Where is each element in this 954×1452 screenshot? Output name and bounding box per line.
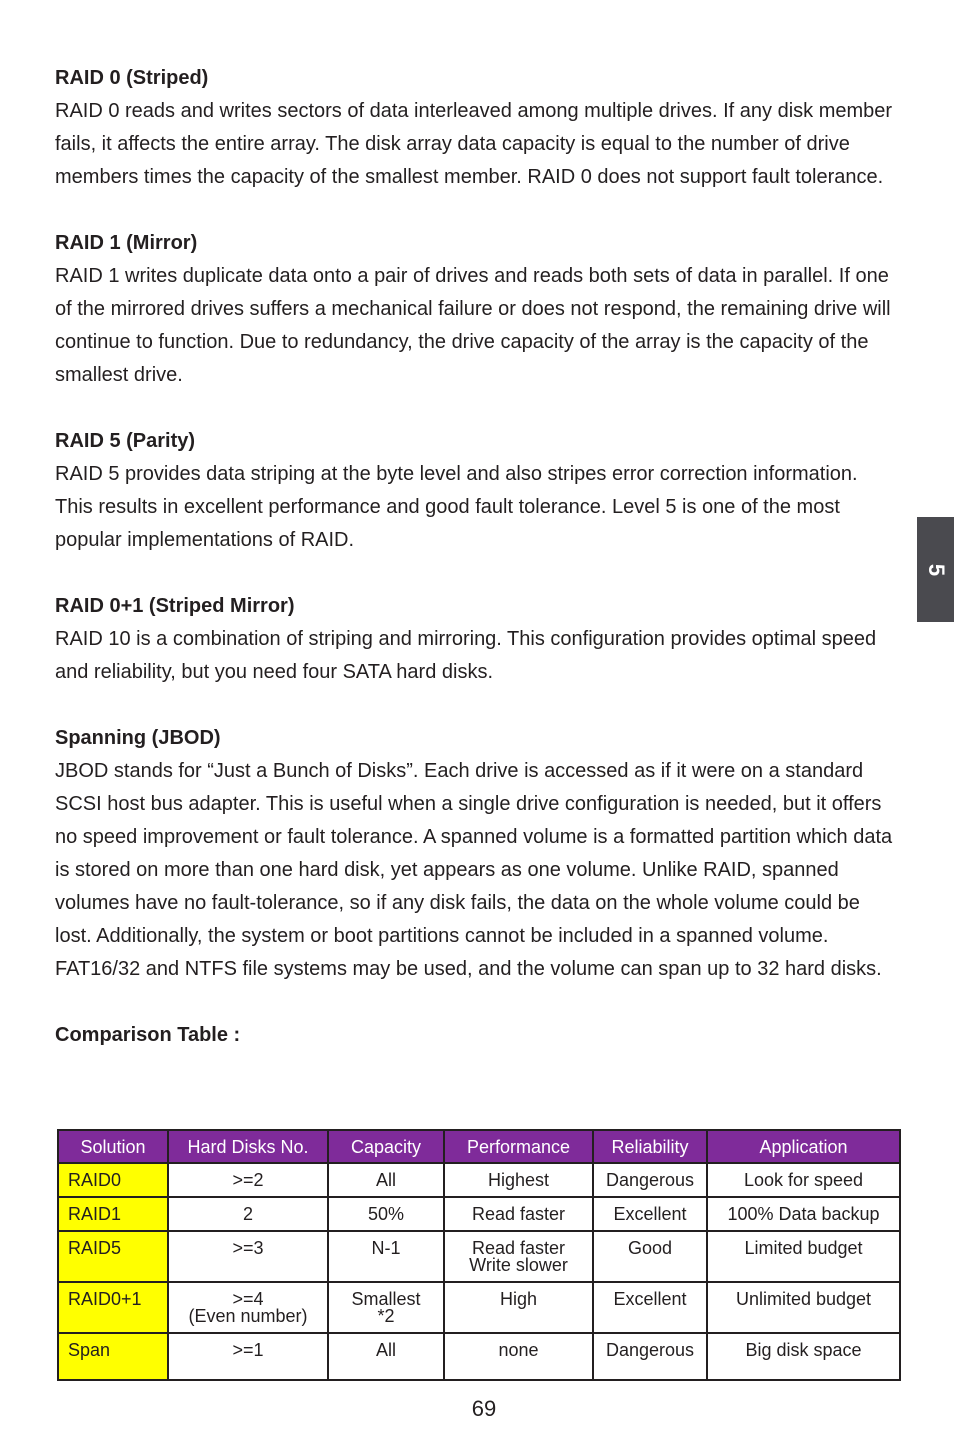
cell-line: >=4 [232, 1289, 264, 1309]
cell-capacity: N-1 [328, 1231, 444, 1282]
cell-solution: RAID0 [58, 1163, 168, 1197]
cell-line: Read faster [471, 1238, 566, 1258]
section-heading: Spanning (JBOD) [55, 727, 221, 749]
table-row [58, 1282, 900, 1333]
cell-line: *2 [377, 1306, 395, 1326]
cell-hard-disks [168, 1282, 328, 1333]
table-header-row [58, 1130, 900, 1163]
cell-reliability: Excellent [593, 1197, 707, 1231]
section-body: RAID 0 reads and writes sectors of data interleaved among multiple drives. If any disk member fails, it affects the entire array. The disk array data capacity is equal to the number of drive members times the capacity of the smallest member. RAID 0 does not support fault tolerance. [55, 100, 893, 188]
chapter-tab-label: 5 [923, 563, 949, 576]
cell-line: Smallest [351, 1289, 421, 1309]
section-raid0 [55, 62, 900, 194]
cell-hard-disks: >=2 [168, 1163, 328, 1197]
cell-reliability: Dangerous [593, 1333, 707, 1380]
comparison-table-title: Comparison Table : [55, 1024, 241, 1046]
section-body: RAID 1 writes duplicate data onto a pair of drives and reads both sets of data in parallel. If one of the mirrored drives suffers a mechanical failure or does not respond, the remaining drive will continue to function. Due to redundancy, the drive capacity of the array is the capacity of the smallest drive. [55, 265, 891, 386]
column-header-solution: Solution [58, 1130, 168, 1163]
cell-performance: Highest [444, 1163, 593, 1197]
cell-capacity [328, 1282, 444, 1333]
page-content [55, 62, 900, 1068]
cell-application: 100% Data backup [707, 1197, 900, 1231]
table-row [58, 1333, 900, 1380]
chapter-tab [917, 517, 954, 622]
cell-performance [444, 1231, 593, 1282]
cell-reliability: Good [593, 1231, 707, 1282]
section-heading: RAID 5 (Parity) [55, 430, 196, 452]
cell-application: Unlimited budget [707, 1282, 900, 1333]
column-header-application: Application [707, 1130, 900, 1163]
cell-performance: none [444, 1333, 593, 1380]
section-body: RAID 10 is a combination of striping and mirroring. This configuration provides optimal speed and reliability, but you need four SATA hard disks. [55, 628, 877, 683]
cell-application: Limited budget [707, 1231, 900, 1282]
column-header-hard-disks: Hard Disks No. [168, 1130, 328, 1163]
comparison-table [57, 1129, 901, 1381]
section-raid5 [55, 425, 900, 557]
cell-line: (Even number) [188, 1306, 308, 1326]
cell-solution: Span [58, 1333, 168, 1380]
section-heading: RAID 0 (Striped) [55, 67, 209, 89]
cell-solution: RAID0+1 [58, 1282, 168, 1333]
cell-application: Big disk space [707, 1333, 900, 1380]
cell-application: Look for speed [707, 1163, 900, 1197]
cell-solution: RAID5 [58, 1231, 168, 1282]
section-body: JBOD stands for “Just a Bunch of Disks”. Each drive is accessed as if it were on a standard SCSI host bus adapter. This is useful when a single drive configuration is needed, but it offers no speed improvement or fault tolerance. A spanned volume is a formatted partition which data is stored on more than one hard disk, yet appears as one volume. Unlike RAID, spanned volumes have no fault-tolerance, so if any disk fails, the data on the whole volume could be lost. Additionally, the system or boot partitions cannot be included in a spanned volume. FAT16/32 and NTFS file systems may be used, and the volume can span up to 32 hard disks. [55, 760, 893, 980]
column-header-capacity: Capacity [328, 1130, 444, 1163]
cell-capacity: 50% [328, 1197, 444, 1231]
page-number: 69 [471, 1396, 497, 1421]
section-raid1 [55, 227, 900, 392]
cell-capacity: All [328, 1163, 444, 1197]
section-raid01 [55, 590, 900, 689]
section-heading: RAID 0+1 (Striped Mirror) [55, 595, 295, 617]
cell-performance: Read faster [444, 1197, 593, 1231]
cell-hard-disks: 2 [168, 1197, 328, 1231]
column-header-reliability: Reliability [593, 1130, 707, 1163]
cell-capacity: All [328, 1333, 444, 1380]
table-row [58, 1197, 900, 1231]
cell-performance: High [444, 1282, 593, 1333]
cell-reliability: Dangerous [593, 1163, 707, 1197]
cell-line: Write slower [469, 1255, 568, 1275]
cell-hard-disks: >=3 [168, 1231, 328, 1282]
table-row [58, 1163, 900, 1197]
section-body: RAID 5 provides data striping at the byte level and also stripes error correction information. This results in excellent performance and good fault tolerance. Level 5 is one of the most popular implementations of RAID. [55, 463, 858, 551]
section-jbod [55, 722, 900, 986]
cell-reliability: Excellent [593, 1282, 707, 1333]
table-row [58, 1231, 900, 1282]
column-header-performance: Performance [444, 1130, 593, 1163]
cell-solution: RAID1 [58, 1197, 168, 1231]
cell-hard-disks: >=1 [168, 1333, 328, 1380]
section-heading: RAID 1 (Mirror) [55, 232, 198, 254]
